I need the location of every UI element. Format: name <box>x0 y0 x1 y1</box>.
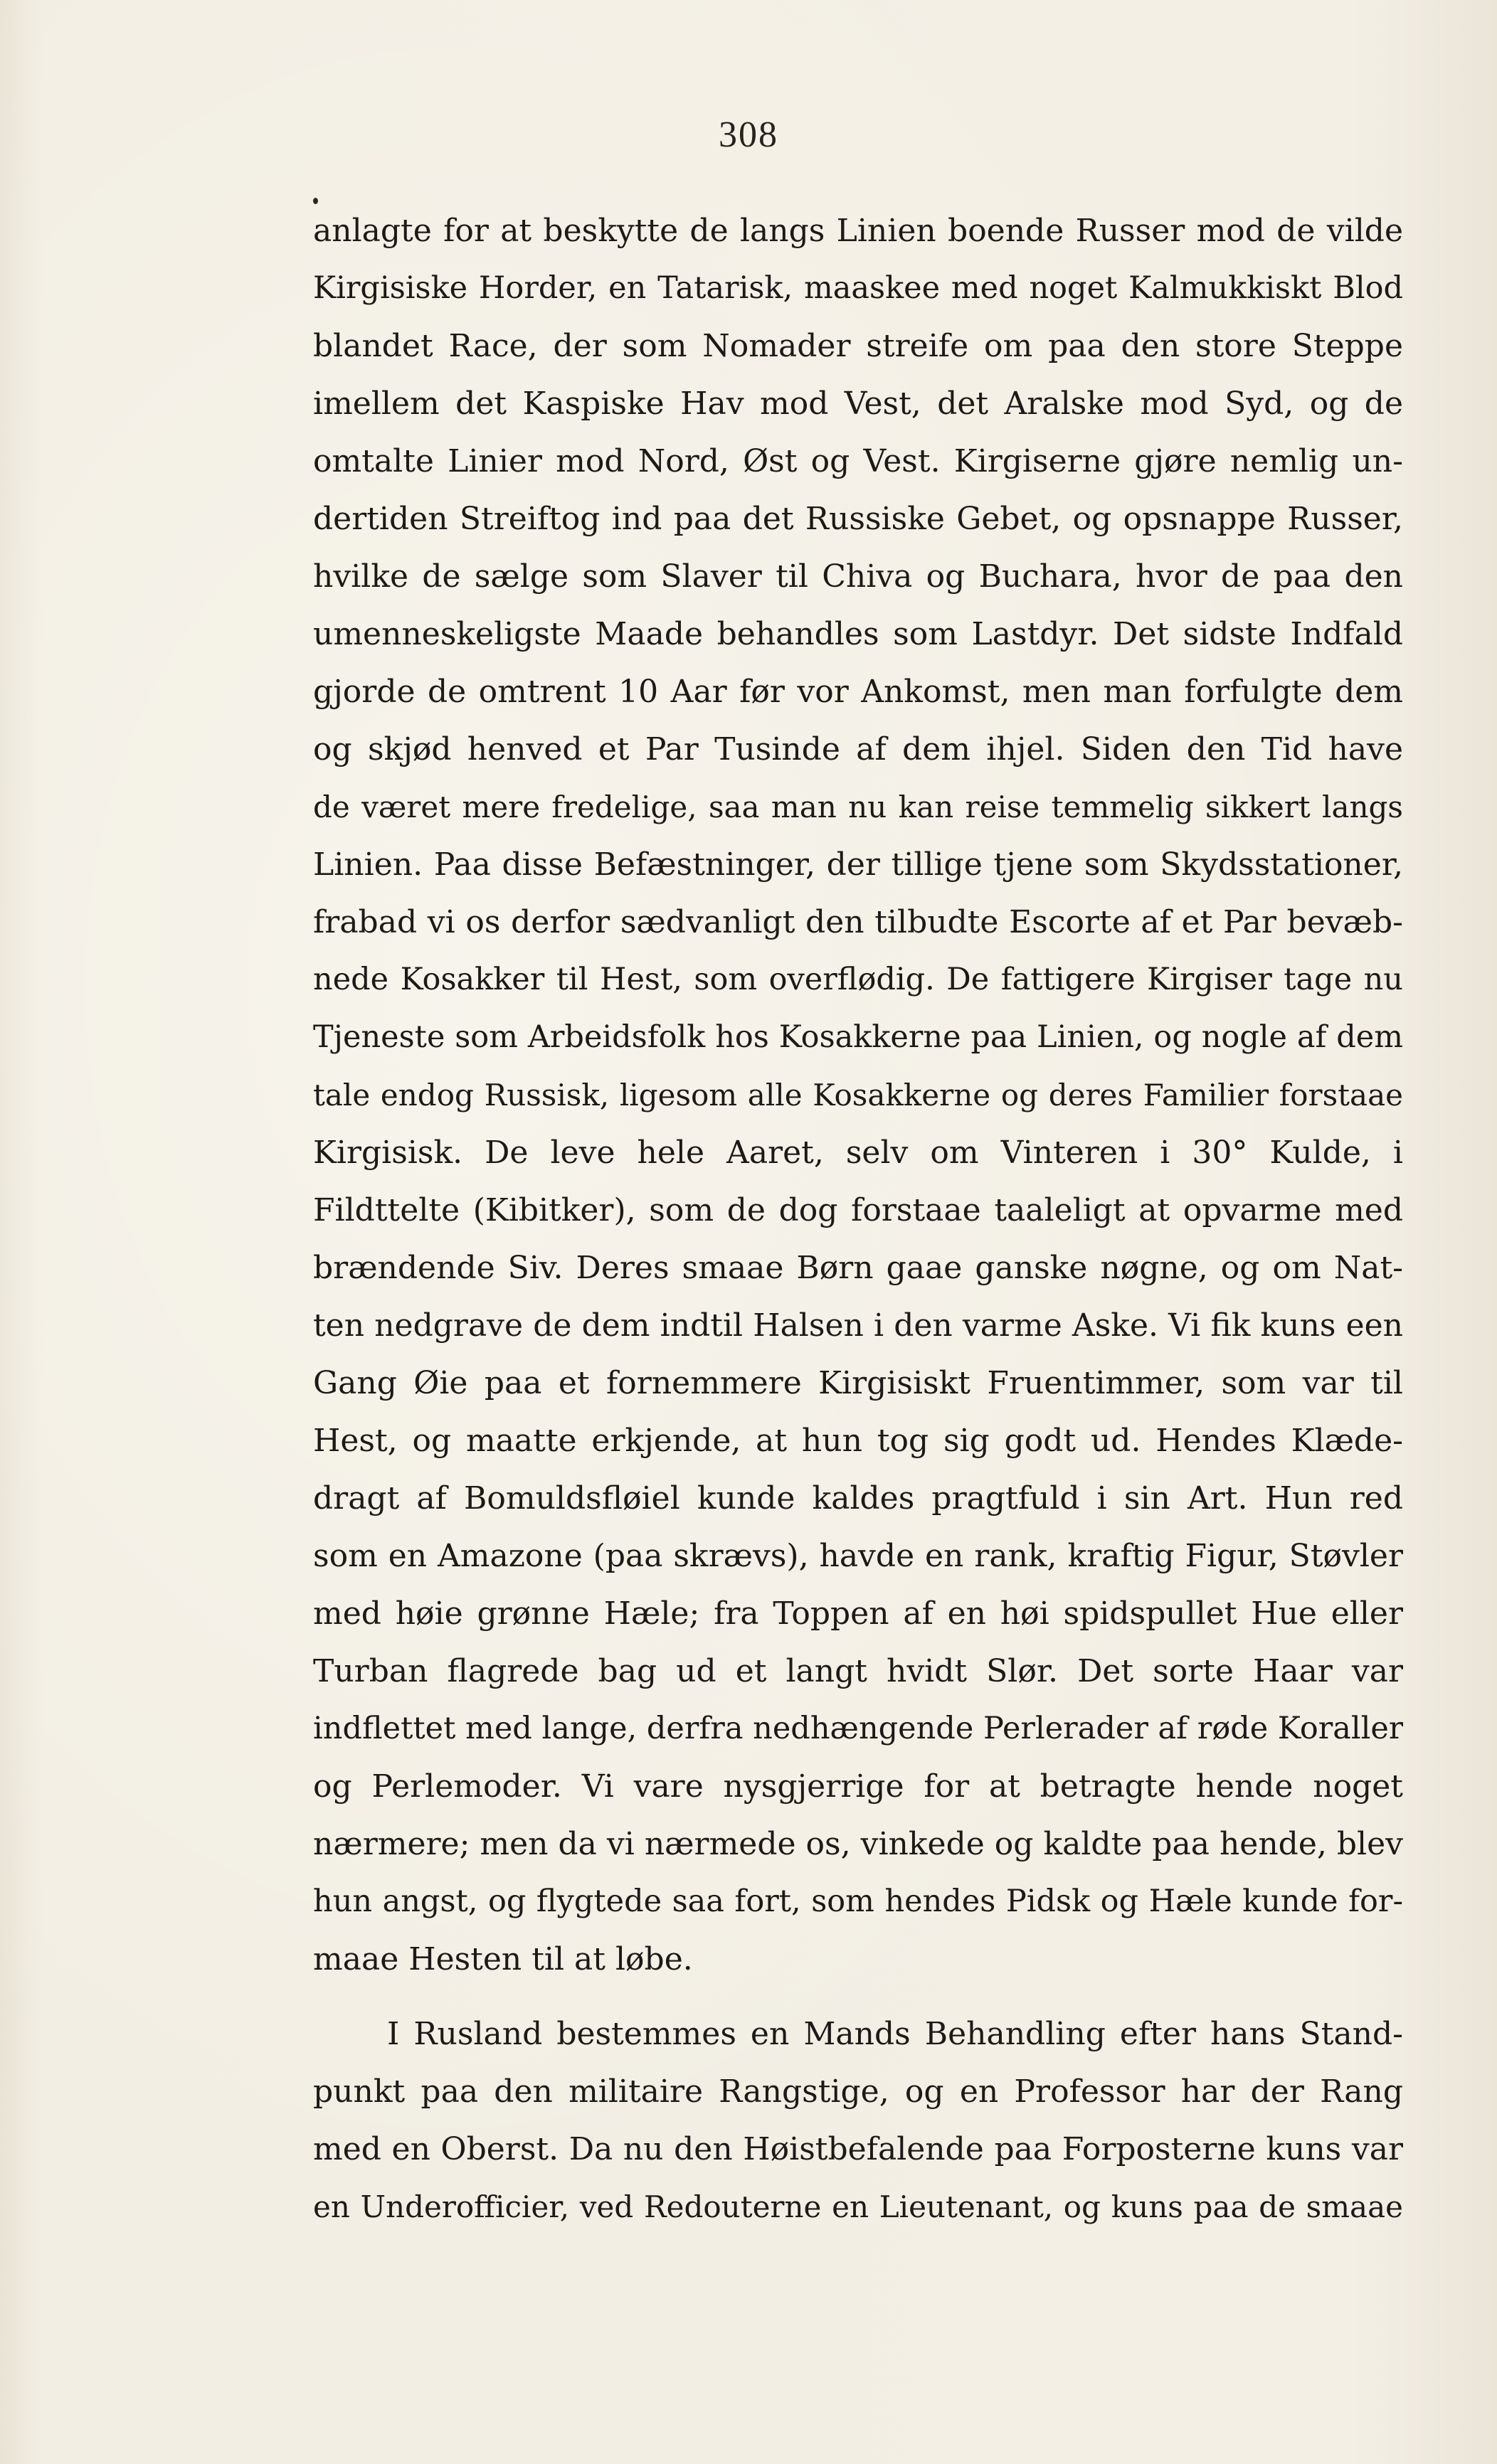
text-line: ten nedgrave de dem indtil Halsen i den varme Aske. Vi fik kuns een <box>313 1307 1403 1344</box>
text-line: umenneskeligste Maade behandles som Lastdyr. Det sidste Indfald <box>313 616 1403 652</box>
text-line: Tjeneste som Arbeidsfolk hos Kosakkerne paa Linien, og nogle af dem <box>313 1019 1403 1055</box>
text-line: dragt af Bomuldsfløiel kunde kaldes pragtfuld i sin Art. Hun red <box>313 1480 1403 1517</box>
text-line: punkt paa den militaire Rangstige, og en Professor har der Rang <box>313 2073 1403 2110</box>
text-line: med høie grønne Hæle; fra Toppen af en høi spidspullet Hue eller <box>313 1595 1403 1632</box>
text-line: hvilke de sælge som Slaver til Chiva og Buchara, hvor de paa den <box>313 558 1403 595</box>
paragraph-first-line: I Rusland bestemmes en Mands Behandling efter hans Stand- <box>387 2016 1403 2052</box>
text-line: nede Kosakker til Hest, som overflødig. De fattigere Kirgiser tage nu <box>313 962 1403 997</box>
text-line: de været mere fredelige, saa man nu kan reise temmelig sikkert langs <box>313 790 1403 824</box>
text-line: tale endog Russisk, ligesom alle Kosakkerne og deres Familier forstaae <box>313 1078 1403 1112</box>
text-line: Kirgisiske Horder, en Tatarisk, maaskee med noget Kalmukkiskt Blod <box>313 270 1403 306</box>
text-line: frabad vi os derfor sædvanligt den tilbudte Escorte af et Par bevæb- <box>313 904 1403 940</box>
text-line: Gang Øie paa et fornemmere Kirgisiskt Fruentimmer, som var til <box>313 1365 1403 1401</box>
text-line: Kirgisisk. De leve hele Aaret, selv om Vinteren i 30° Kulde, i <box>313 1135 1403 1171</box>
text-line: som en Amazone (paa skrævs), havde en rank, kraftig Figur, Støvler <box>313 1538 1403 1574</box>
text-line: indflettet med lange, derfra nedhængende Perlerader af røde Koraller <box>313 1711 1403 1746</box>
text-line: nærmere; men da vi nærmede os, vinkede og kaldte paa hende, blev <box>313 1826 1403 1862</box>
text-line: en Underofficier, ved Redouterne en Lieutenant, og kuns paa de smaae <box>313 2189 1403 2224</box>
text-line: og Perlemoder. Vi vare nysgjerrige for at betragte hende noget <box>313 1768 1403 1805</box>
text-line: brændende Siv. Deres smaae Børn gaae ganske nøgne, og om Nat- <box>313 1250 1403 1286</box>
text-line: Fildttelte (Kibitker), som de dog forstaae taaleligt at opvarme med <box>313 1192 1403 1228</box>
text-line: dertiden Streiftog ind paa det Russiske Gebet, og opsnappe Russer, <box>313 501 1403 537</box>
body-text <box>313 202 1403 2236</box>
text-line: omtalte Linier mod Nord, Øst og Vest. Kirgiserne gjøre nemlig un- <box>313 443 1403 479</box>
text-line: gjorde de omtrent 10 Aar før vor Ankomst, men man forfulgte dem <box>313 674 1403 710</box>
text-line: Hest, og maatte erkjende, at hun tog sig godt ud. Hendes Klæde- <box>313 1423 1403 1459</box>
text-line: med en Oberst. Da nu den Høistbefalende paa Forposterne kuns var <box>313 2131 1403 2167</box>
text-line: hun angst, og flygtede saa fort, som hendes Pidsk og Hæle kunde for- <box>313 1884 1403 1919</box>
text-line: Turban flagrede bag ud et langt hvidt Slør. Det sorte Haar var <box>313 1653 1403 1689</box>
page-number: 308 <box>719 115 778 155</box>
text-line: maae Hesten til at løbe. <box>313 1941 693 1977</box>
text-line: anlagte for at beskytte de langs Linien boende Russer mod de vilde <box>313 213 1403 249</box>
text-line: blandet Race, der som Nomader streife om paa den store Steppe <box>313 328 1403 364</box>
text-line: og skjød henved et Par Tusinde af dem ihjel. Siden den Tid have <box>313 731 1403 768</box>
text-line: Linien. Paa disse Befæstninger, der tillige tjene som Skydsstationer, <box>313 846 1403 883</box>
text-line: imellem det Kaspiske Hav mod Vest, det Aralske mod Syd, og de <box>313 386 1403 422</box>
